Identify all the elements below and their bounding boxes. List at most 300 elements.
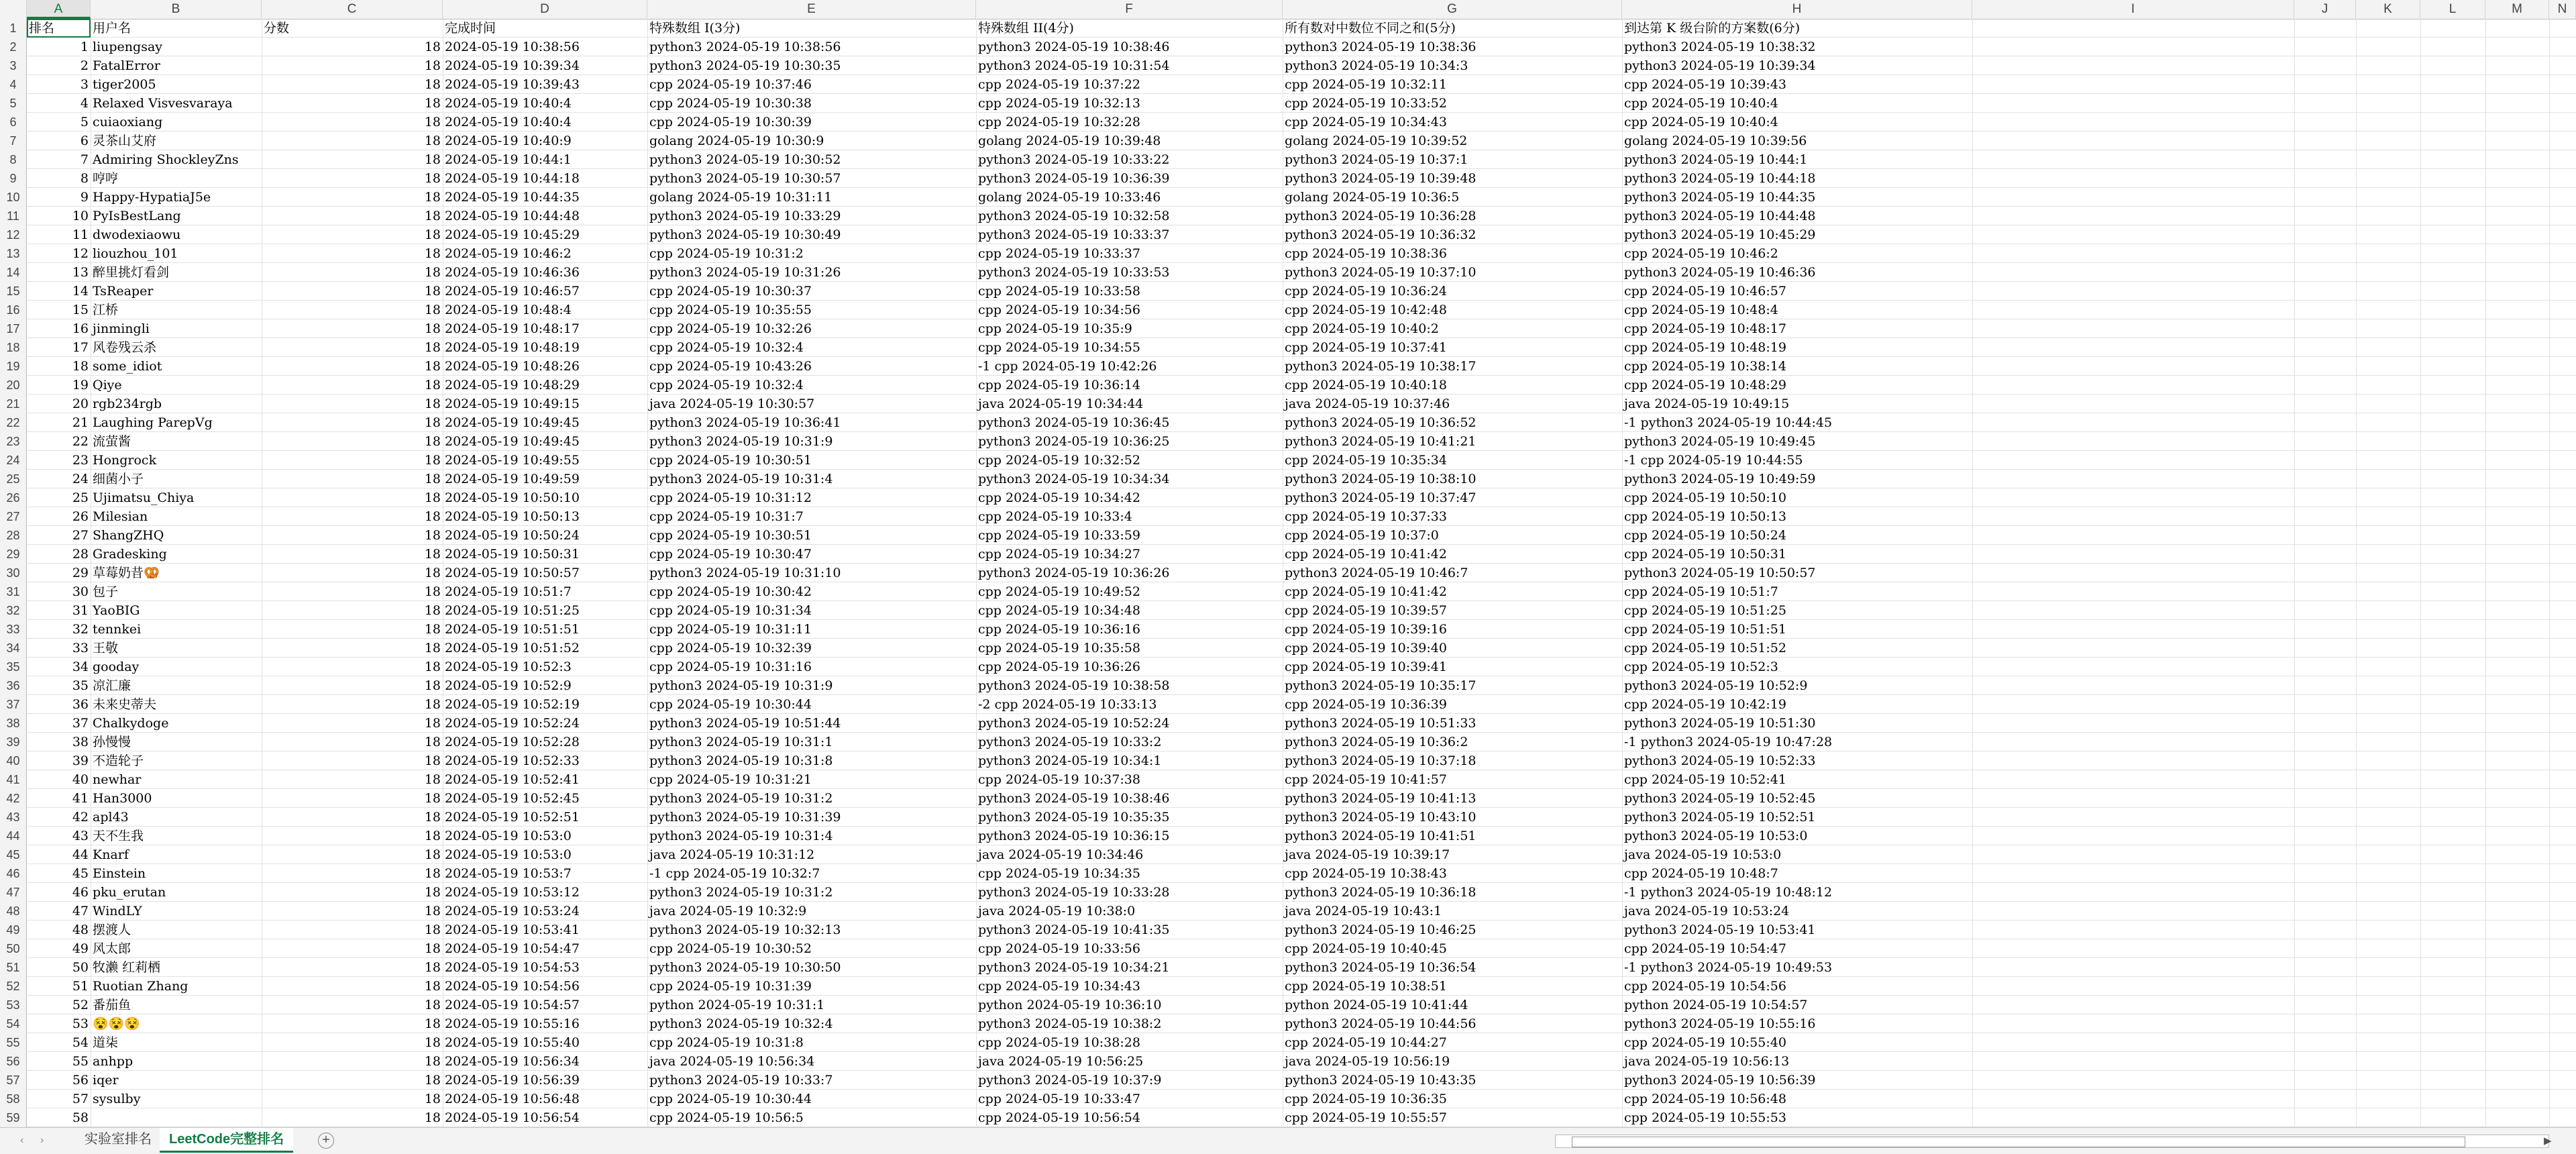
- table-cell[interactable]: cpp 2024-05-19 10:54:56: [1624, 979, 1786, 994]
- table-cell[interactable]: 3: [80, 77, 89, 92]
- row-number[interactable]: 49: [0, 921, 27, 939]
- table-cell[interactable]: -1 cpp 2024-05-19 10:32:7: [649, 866, 820, 881]
- table-cell[interactable]: 2: [80, 58, 89, 73]
- table-cell[interactable]: 天不生我: [93, 829, 144, 843]
- table-cell[interactable]: python3 2024-05-19 10:44:35: [1624, 190, 1816, 205]
- row-number[interactable]: 43: [0, 808, 27, 827]
- table-cell[interactable]: apl43: [93, 810, 129, 825]
- table-cell[interactable]: cpp 2024-05-19 10:34:35: [978, 866, 1140, 881]
- row-number[interactable]: 35: [0, 658, 27, 676]
- table-cell[interactable]: 2024-05-19 10:56:54: [445, 1110, 580, 1125]
- row-number[interactable]: 30: [0, 564, 27, 582]
- table-cell[interactable]: cpp 2024-05-19 10:38:43: [1285, 866, 1447, 881]
- table-cell[interactable]: PyIsBestLang: [93, 209, 181, 223]
- table-cell[interactable]: -1 python3 2024-05-19 10:44:45: [1624, 415, 1833, 430]
- table-cell[interactable]: java 2024-05-19 10:43:1: [1285, 904, 1442, 919]
- table-cell[interactable]: 王敬: [93, 641, 119, 655]
- header-cell[interactable]: 分数: [264, 21, 290, 36]
- table-cell[interactable]: python3 2024-05-19 10:52:9: [1624, 678, 1808, 693]
- row-number[interactable]: 44: [0, 827, 27, 845]
- table-cell[interactable]: python3 2024-05-19 10:41:21: [1285, 434, 1477, 449]
- table-cell[interactable]: 2024-05-19 10:53:12: [445, 885, 580, 900]
- table-cell[interactable]: python3 2024-05-19 10:43:10: [1285, 810, 1477, 825]
- table-cell[interactable]: 2024-05-19 10:39:34: [445, 58, 580, 73]
- table-cell[interactable]: python3 2024-05-19 10:30:50: [649, 960, 841, 975]
- column-header-c[interactable]: C: [262, 0, 443, 19]
- table-cell[interactable]: 18: [424, 528, 441, 543]
- table-cell[interactable]: python3 2024-05-19 10:38:36: [1285, 40, 1477, 54]
- table-cell[interactable]: python3 2024-05-19 10:33:22: [978, 152, 1170, 167]
- table-cell[interactable]: python3 2024-05-19 10:30:52: [649, 152, 841, 167]
- row-number[interactable]: 1: [0, 19, 27, 38]
- table-cell[interactable]: some_idiot: [93, 359, 162, 374]
- table-cell[interactable]: Milesian: [93, 509, 148, 524]
- table-cell[interactable]: cpp 2024-05-19 10:36:26: [978, 660, 1140, 674]
- table-cell[interactable]: 18: [424, 1035, 441, 1050]
- table-cell[interactable]: cpp 2024-05-19 10:41:42: [1285, 584, 1447, 599]
- row-number[interactable]: 57: [0, 1071, 27, 1090]
- sheet-grid[interactable]: [0, 19, 2576, 1127]
- table-cell[interactable]: cpp 2024-05-19 10:34:27: [978, 547, 1140, 562]
- table-cell[interactable]: 16: [72, 321, 89, 336]
- table-cell[interactable]: python 2024-05-19 10:54:57: [1624, 998, 1808, 1012]
- table-cell[interactable]: python3 2024-05-19 10:31:39: [649, 810, 841, 825]
- table-cell[interactable]: python3 2024-05-19 10:37:9: [978, 1073, 1162, 1088]
- table-cell[interactable]: cpp 2024-05-19 10:36:39: [1285, 697, 1447, 712]
- table-cell[interactable]: cpp 2024-05-19 10:34:43: [978, 979, 1140, 994]
- table-cell[interactable]: python3 2024-05-19 10:32:4: [649, 1016, 833, 1031]
- table-cell[interactable]: cpp 2024-05-19 10:40:4: [1624, 115, 1778, 129]
- table-cell[interactable]: golang 2024-05-19 10:36:5: [1285, 190, 1460, 205]
- row-number[interactable]: 33: [0, 620, 27, 639]
- header-cell[interactable]: 到达第 K 级台阶的方案数(6分): [1624, 21, 1801, 36]
- table-cell[interactable]: 2024-05-19 10:49:15: [445, 397, 580, 411]
- table-cell[interactable]: cpp 2024-05-19 10:36:14: [978, 378, 1140, 392]
- table-cell[interactable]: cpp 2024-05-19 10:33:56: [978, 941, 1140, 956]
- table-cell[interactable]: cpp 2024-05-19 10:51:52: [1624, 641, 1786, 655]
- table-cell[interactable]: cpp 2024-05-19 10:30:44: [649, 1092, 812, 1106]
- table-cell[interactable]: 1: [80, 40, 89, 54]
- row-number[interactable]: 24: [0, 451, 27, 470]
- table-cell[interactable]: jinmingli: [93, 321, 150, 336]
- table-cell[interactable]: cpp 2024-05-19 10:50:24: [1624, 528, 1786, 543]
- table-cell[interactable]: 灵茶山艾府: [93, 134, 157, 148]
- table-cell[interactable]: python3 2024-05-19 10:45:29: [1624, 227, 1816, 242]
- table-cell[interactable]: 28: [72, 547, 89, 562]
- table-cell[interactable]: 2024-05-19 10:53:41: [445, 923, 580, 937]
- column-header-h[interactable]: H: [1622, 0, 1972, 19]
- table-cell[interactable]: cpp 2024-05-19 10:39:57: [1285, 603, 1447, 618]
- table-cell[interactable]: cpp 2024-05-19 10:30:37: [649, 284, 812, 299]
- table-cell[interactable]: python3 2024-05-19 10:41:51: [1285, 829, 1477, 843]
- table-cell[interactable]: 2024-05-19 10:49:59: [445, 472, 580, 486]
- row-number[interactable]: 14: [0, 263, 27, 282]
- column-header-i[interactable]: I: [1972, 0, 2294, 19]
- column-header-d[interactable]: D: [443, 0, 647, 19]
- row-number[interactable]: 59: [0, 1108, 27, 1127]
- table-cell[interactable]: cpp 2024-05-19 10:48:17: [1624, 321, 1786, 336]
- table-cell[interactable]: 18: [424, 923, 441, 937]
- table-cell[interactable]: 18: [424, 960, 441, 975]
- table-cell[interactable]: 18: [424, 622, 441, 637]
- table-cell[interactable]: 18: [424, 115, 441, 129]
- table-cell[interactable]: 38: [72, 735, 89, 749]
- row-number[interactable]: 29: [0, 545, 27, 564]
- table-cell[interactable]: 22: [72, 434, 89, 449]
- table-cell[interactable]: Han3000: [93, 791, 152, 806]
- row-number[interactable]: 47: [0, 883, 27, 902]
- table-cell[interactable]: python3 2024-05-19 10:32:58: [978, 209, 1170, 223]
- table-cell[interactable]: java 2024-05-19 10:56:25: [978, 1054, 1144, 1069]
- table-cell[interactable]: 2024-05-19 10:49:45: [445, 415, 580, 430]
- table-cell[interactable]: 57: [72, 1092, 89, 1106]
- table-cell[interactable]: 18: [424, 415, 441, 430]
- table-cell[interactable]: python3 2024-05-19 10:36:18: [1285, 885, 1477, 900]
- table-cell[interactable]: python3 2024-05-19 10:36:32: [1285, 227, 1477, 242]
- row-number[interactable]: 38: [0, 714, 27, 733]
- table-cell[interactable]: 18: [424, 641, 441, 655]
- tab-leetcode-full-ranking[interactable]: LeetCode完整排名: [160, 1128, 293, 1153]
- table-cell[interactable]: -1 python3 2024-05-19 10:48:12: [1624, 885, 1833, 900]
- table-cell[interactable]: python3 2024-05-19 10:36:45: [978, 415, 1170, 430]
- table-cell[interactable]: 2024-05-19 10:52:24: [445, 716, 580, 731]
- table-cell[interactable]: python3 2024-05-19 10:38:2: [978, 1016, 1162, 1031]
- row-number[interactable]: 36: [0, 676, 27, 695]
- table-cell[interactable]: 15: [72, 303, 89, 317]
- table-cell[interactable]: [91, 1108, 262, 1127]
- row-number[interactable]: 23: [0, 432, 27, 451]
- table-cell[interactable]: python3 2024-05-19 10:36:15: [978, 829, 1170, 843]
- table-cell[interactable]: 26: [72, 509, 89, 524]
- table-cell[interactable]: 18: [424, 1110, 441, 1125]
- table-cell[interactable]: python3 2024-05-19 10:36:52: [1285, 415, 1477, 430]
- table-cell[interactable]: cpp 2024-05-19 10:32:11: [1285, 77, 1447, 92]
- table-cell[interactable]: 18: [424, 735, 441, 749]
- table-cell[interactable]: 18: [424, 904, 441, 919]
- table-cell[interactable]: cpp 2024-05-19 10:42:19: [1624, 697, 1786, 712]
- table-cell[interactable]: 18: [424, 77, 441, 92]
- table-cell[interactable]: cpp 2024-05-19 10:34:55: [978, 340, 1140, 355]
- row-number[interactable]: 27: [0, 507, 27, 526]
- table-cell[interactable]: cpp 2024-05-19 10:33:37: [978, 246, 1140, 261]
- table-cell[interactable]: cpp 2024-05-19 10:31:16: [649, 660, 812, 674]
- table-cell[interactable]: 24: [72, 472, 89, 486]
- table-cell[interactable]: cpp 2024-05-19 10:37:41: [1285, 340, 1447, 355]
- table-cell[interactable]: 2024-05-19 10:53:24: [445, 904, 580, 919]
- table-cell[interactable]: 48: [72, 923, 89, 937]
- column-header-m[interactable]: M: [2485, 0, 2549, 19]
- table-cell[interactable]: 2024-05-19 10:53:7: [445, 866, 572, 881]
- row-number[interactable]: 31: [0, 582, 27, 601]
- table-cell[interactable]: cpp 2024-05-19 10:38:36: [1285, 246, 1447, 261]
- table-cell[interactable]: 2024-05-19 10:49:45: [445, 434, 580, 449]
- table-cell[interactable]: Qiye: [93, 378, 122, 392]
- table-cell[interactable]: Relaxed Visvesvaraya: [93, 96, 233, 111]
- table-cell[interactable]: 2024-05-19 10:46:2: [445, 246, 572, 261]
- prev-sheet-icon[interactable]: ‹: [20, 1135, 24, 1146]
- table-cell[interactable]: python3 2024-05-19 10:33:37: [978, 227, 1170, 242]
- table-cell[interactable]: cpp 2024-05-19 10:51:7: [1624, 584, 1778, 599]
- table-cell[interactable]: 2024-05-19 10:52:33: [445, 753, 580, 768]
- table-cell[interactable]: python3 2024-05-19 10:52:24: [978, 716, 1170, 731]
- table-cell[interactable]: 孙慢慢: [93, 735, 131, 749]
- table-cell[interactable]: 2024-05-19 10:40:9: [445, 134, 572, 148]
- table-cell[interactable]: iqer: [93, 1073, 119, 1088]
- row-number[interactable]: 2: [0, 38, 27, 56]
- table-cell[interactable]: 2024-05-19 10:51:52: [445, 641, 580, 655]
- table-cell[interactable]: 18: [424, 453, 441, 468]
- table-cell[interactable]: 18: [424, 134, 441, 148]
- next-sheet-icon[interactable]: ›: [40, 1135, 44, 1146]
- table-cell[interactable]: Happy-HypatiaJ5e: [93, 190, 211, 205]
- table-cell[interactable]: 2024-05-19 10:45:29: [445, 227, 580, 242]
- table-cell[interactable]: 18: [424, 190, 441, 205]
- table-cell[interactable]: 2024-05-19 10:48:29: [445, 378, 580, 392]
- column-header-k[interactable]: K: [2356, 0, 2420, 19]
- table-cell[interactable]: cpp 2024-05-19 10:49:52: [978, 584, 1140, 599]
- table-cell[interactable]: 7: [80, 152, 89, 167]
- table-cell[interactable]: 18: [424, 660, 441, 674]
- row-number[interactable]: 16: [0, 301, 27, 319]
- table-cell[interactable]: YaoBIG: [93, 603, 140, 618]
- table-cell[interactable]: 52: [72, 998, 89, 1012]
- table-cell[interactable]: 18: [424, 472, 441, 486]
- table-cell[interactable]: 37: [72, 716, 89, 731]
- row-number[interactable]: 22: [0, 413, 27, 432]
- table-cell[interactable]: python3 2024-05-19 10:51:44: [649, 716, 841, 731]
- table-cell[interactable]: 32: [72, 622, 89, 637]
- table-cell[interactable]: cpp 2024-05-19 10:30:52: [649, 941, 812, 956]
- table-cell[interactable]: cpp 2024-05-19 10:38:14: [1624, 359, 1786, 374]
- table-cell[interactable]: cpp 2024-05-19 10:31:34: [649, 603, 812, 618]
- table-cell[interactable]: 2024-05-19 10:50:24: [445, 528, 580, 543]
- table-cell[interactable]: cpp 2024-05-19 10:33:58: [978, 284, 1140, 299]
- table-cell[interactable]: 2024-05-19 10:55:16: [445, 1016, 580, 1031]
- table-cell[interactable]: cpp 2024-05-19 10:40:4: [1624, 96, 1778, 111]
- table-cell[interactable]: cpp 2024-05-19 10:52:3: [1624, 660, 1778, 674]
- table-cell[interactable]: 14: [72, 284, 89, 299]
- table-cell[interactable]: cpp 2024-05-19 10:56:48: [1624, 1092, 1786, 1106]
- table-cell[interactable]: python3 2024-05-19 10:36:25: [978, 434, 1170, 449]
- table-cell[interactable]: 2024-05-19 10:52:3: [445, 660, 572, 674]
- table-cell[interactable]: cpp 2024-05-19 10:56:5: [649, 1110, 804, 1125]
- table-cell[interactable]: 18: [424, 1054, 441, 1069]
- table-cell[interactable]: cpp 2024-05-19 10:31:39: [649, 979, 812, 994]
- table-cell[interactable]: 2024-05-19 10:54:53: [445, 960, 580, 975]
- table-cell[interactable]: 18: [424, 397, 441, 411]
- table-cell[interactable]: Admiring ShockleyZns: [93, 152, 239, 167]
- column-header-b[interactable]: B: [91, 0, 262, 19]
- column-header-g[interactable]: G: [1283, 0, 1622, 19]
- scrollbar-thumb[interactable]: [1572, 1137, 2465, 1147]
- table-cell[interactable]: 47: [72, 904, 89, 919]
- table-cell[interactable]: java 2024-05-19 10:37:46: [1285, 397, 1450, 411]
- header-cell[interactable]: 特殊数组 II(4分): [978, 21, 1074, 36]
- table-cell[interactable]: Hongrock: [93, 453, 157, 468]
- table-cell[interactable]: cpp 2024-05-19 10:33:4: [978, 509, 1132, 524]
- table-cell[interactable]: cpp 2024-05-19 10:50:31: [1624, 547, 1786, 562]
- table-cell[interactable]: java 2024-05-19 10:56:19: [1285, 1054, 1450, 1069]
- header-cell[interactable]: 所有数对中数位不同之和(5分): [1285, 21, 1456, 36]
- table-cell[interactable]: 2024-05-19 10:48:19: [445, 340, 580, 355]
- table-cell[interactable]: java 2024-05-19 10:53:24: [1624, 904, 1790, 919]
- table-cell[interactable]: 2024-05-19 10:54:56: [445, 979, 580, 994]
- table-cell[interactable]: cpp 2024-05-19 10:50:13: [1624, 509, 1786, 524]
- column-header-f[interactable]: F: [976, 0, 1283, 19]
- table-cell[interactable]: cpp 2024-05-19 10:38:28: [978, 1035, 1140, 1050]
- table-cell[interactable]: cpp 2024-05-19 10:34:48: [978, 603, 1140, 618]
- table-cell[interactable]: python3 2024-05-19 10:36:41: [649, 415, 841, 430]
- table-cell[interactable]: cpp 2024-05-19 10:31:11: [649, 622, 812, 637]
- table-cell[interactable]: 58: [72, 1110, 89, 1125]
- row-number[interactable]: 41: [0, 770, 27, 789]
- row-number[interactable]: 6: [0, 113, 27, 132]
- table-cell[interactable]: golang 2024-05-19 10:39:48: [978, 134, 1161, 148]
- table-cell[interactable]: python3 2024-05-19 10:33:7: [649, 1073, 833, 1088]
- table-cell[interactable]: 18: [424, 359, 441, 374]
- table-cell[interactable]: java 2024-05-19 10:56:13: [1624, 1054, 1790, 1069]
- table-cell[interactable]: 2024-05-19 10:49:55: [445, 453, 580, 468]
- table-cell[interactable]: python3 2024-05-19 10:31:8: [649, 753, 833, 768]
- table-cell[interactable]: FatalError: [93, 58, 160, 73]
- table-cell[interactable]: cpp 2024-05-19 10:31:2: [649, 246, 804, 261]
- table-cell[interactable]: java 2024-05-19 10:30:57: [649, 397, 815, 411]
- table-cell[interactable]: python3 2024-05-19 10:38:17: [1285, 359, 1477, 374]
- table-cell[interactable]: 21: [72, 415, 89, 430]
- table-cell[interactable]: python3 2024-05-19 10:32:13: [649, 923, 841, 937]
- table-cell[interactable]: python3 2024-05-19 10:35:17: [1285, 678, 1477, 693]
- table-cell[interactable]: ShangZHQ: [93, 528, 164, 543]
- table-cell[interactable]: 33: [72, 641, 89, 655]
- table-cell[interactable]: 凉汇廉: [93, 678, 131, 693]
- scroll-right-icon[interactable]: ▶: [2544, 1135, 2552, 1147]
- table-cell[interactable]: 18: [424, 847, 441, 862]
- table-cell[interactable]: 18: [424, 96, 441, 111]
- table-cell[interactable]: python3 2024-05-19 10:30:49: [649, 227, 841, 242]
- table-cell[interactable]: cpp 2024-05-19 10:37:0: [1285, 528, 1439, 543]
- header-cell[interactable]: 特殊数组 I(3分): [649, 21, 741, 36]
- table-cell[interactable]: python3 2024-05-19 10:38:32: [1624, 40, 1816, 54]
- table-cell[interactable]: 细菌小子: [93, 472, 144, 486]
- table-cell[interactable]: Chalkydoge: [93, 716, 169, 731]
- table-cell[interactable]: 18: [424, 716, 441, 731]
- table-cell[interactable]: 13: [72, 265, 89, 280]
- table-cell[interactable]: 2024-05-19 10:52:28: [445, 735, 580, 749]
- table-cell[interactable]: 56: [72, 1073, 89, 1088]
- row-number[interactable]: 11: [0, 207, 27, 225]
- table-cell[interactable]: 2024-05-19 10:52:9: [445, 678, 572, 693]
- table-cell[interactable]: 2024-05-19 10:48:17: [445, 321, 580, 336]
- table-cell[interactable]: pku_erutan: [93, 885, 166, 900]
- table-cell[interactable]: 2024-05-19 10:52:19: [445, 697, 580, 712]
- table-cell[interactable]: 18: [424, 998, 441, 1012]
- table-cell[interactable]: python3 2024-05-19 10:34:34: [978, 472, 1170, 486]
- table-cell[interactable]: 23: [72, 453, 89, 468]
- table-cell[interactable]: cpp 2024-05-19 10:55:40: [1624, 1035, 1786, 1050]
- row-number[interactable]: 54: [0, 1014, 27, 1033]
- table-cell[interactable]: gooday: [93, 660, 140, 674]
- row-number[interactable]: 52: [0, 977, 27, 996]
- table-cell[interactable]: cpp 2024-05-19 10:32:52: [978, 453, 1140, 468]
- table-cell[interactable]: java 2024-05-19 10:34:44: [978, 397, 1144, 411]
- table-cell[interactable]: 5: [80, 115, 89, 129]
- table-cell[interactable]: cpp 2024-05-19 10:36:35: [1285, 1092, 1447, 1106]
- row-number[interactable]: 37: [0, 695, 27, 714]
- table-cell[interactable]: cpp 2024-05-19 10:39:41: [1285, 660, 1447, 674]
- table-cell[interactable]: python3 2024-05-19 10:41:13: [1285, 791, 1477, 806]
- table-cell[interactable]: 2024-05-19 10:44:35: [445, 190, 580, 205]
- table-cell[interactable]: 18: [424, 866, 441, 881]
- table-cell[interactable]: 18: [424, 209, 441, 223]
- table-cell[interactable]: cpp 2024-05-19 10:40:45: [1285, 941, 1447, 956]
- row-number[interactable]: 42: [0, 789, 27, 808]
- table-cell[interactable]: tennkei: [93, 622, 142, 637]
- table-cell[interactable]: 2024-05-19 10:50:10: [445, 490, 580, 505]
- table-cell[interactable]: python3 2024-05-19 10:38:58: [978, 678, 1170, 693]
- table-cell[interactable]: python3 2024-05-19 10:49:59: [1624, 472, 1816, 486]
- table-cell[interactable]: dwodexiaowu: [93, 227, 181, 242]
- column-header-j[interactable]: J: [2294, 0, 2356, 19]
- table-cell[interactable]: 18: [424, 941, 441, 956]
- table-cell[interactable]: 18: [424, 603, 441, 618]
- table-cell[interactable]: cpp 2024-05-19 10:39:16: [1285, 622, 1447, 637]
- row-number[interactable]: 28: [0, 526, 27, 545]
- row-number[interactable]: 4: [0, 75, 27, 94]
- table-cell[interactable]: cpp 2024-05-19 10:41:42: [1285, 547, 1447, 562]
- table-cell[interactable]: 流萤酱: [93, 434, 131, 449]
- table-cell[interactable]: cpp 2024-05-19 10:34:43: [1285, 115, 1447, 129]
- table-cell[interactable]: 18: [424, 1016, 441, 1031]
- table-cell[interactable]: python3 2024-05-19 10:31:26: [649, 265, 841, 280]
- table-cell[interactable]: 2024-05-19 10:54:47: [445, 941, 580, 956]
- table-cell[interactable]: 9: [80, 190, 89, 205]
- table-cell[interactable]: 46: [72, 885, 89, 900]
- table-cell[interactable]: 18: [424, 979, 441, 994]
- table-cell[interactable]: python3 2024-05-19 10:52:51: [1624, 810, 1816, 825]
- table-cell[interactable]: 包子: [93, 584, 119, 599]
- table-cell[interactable]: python3 2024-05-19 10:44:56: [1285, 1016, 1477, 1031]
- table-cell[interactable]: python 2024-05-19 10:36:10: [978, 998, 1162, 1012]
- table-cell[interactable]: python3 2024-05-19 10:37:18: [1285, 753, 1477, 768]
- table-cell[interactable]: 18: [424, 829, 441, 843]
- table-cell[interactable]: 18: [424, 697, 441, 712]
- row-number[interactable]: 40: [0, 751, 27, 770]
- table-cell[interactable]: 2024-05-19 10:50:31: [445, 547, 580, 562]
- table-cell[interactable]: 42: [72, 810, 89, 825]
- table-cell[interactable]: cpp 2024-05-19 10:32:28: [978, 115, 1140, 129]
- table-cell[interactable]: java 2024-05-19 10:53:0: [1624, 847, 1782, 862]
- table-cell[interactable]: cpp 2024-05-19 10:38:51: [1285, 979, 1447, 994]
- table-cell[interactable]: python3 2024-05-19 10:56:39: [1624, 1073, 1816, 1088]
- table-cell[interactable]: -1 cpp 2024-05-19 10:44:55: [1624, 453, 1803, 468]
- table-cell[interactable]: 18: [424, 246, 441, 261]
- table-cell[interactable]: 2024-05-19 10:54:57: [445, 998, 580, 1012]
- select-all-corner[interactable]: [0, 0, 27, 19]
- table-cell[interactable]: 2024-05-19 10:38:56: [445, 40, 580, 54]
- table-cell[interactable]: 36: [72, 697, 89, 712]
- table-cell[interactable]: 51: [72, 979, 89, 994]
- table-cell[interactable]: java 2024-05-19 10:56:34: [649, 1054, 815, 1069]
- table-cell[interactable]: 31: [72, 603, 89, 618]
- table-cell[interactable]: cpp 2024-05-19 10:33:52: [1285, 96, 1447, 111]
- table-cell[interactable]: python3 2024-05-19 10:31:2: [649, 885, 833, 900]
- table-cell[interactable]: 2024-05-19 10:55:40: [445, 1035, 580, 1050]
- table-cell[interactable]: cpp 2024-05-19 10:32:4: [649, 378, 804, 392]
- table-cell[interactable]: 25: [72, 490, 89, 505]
- table-cell[interactable]: cpp 2024-05-19 10:31:12: [649, 490, 812, 505]
- table-cell[interactable]: cpp 2024-05-19 10:39:43: [1624, 77, 1786, 92]
- table-cell[interactable]: cpp 2024-05-19 10:37:46: [649, 77, 812, 92]
